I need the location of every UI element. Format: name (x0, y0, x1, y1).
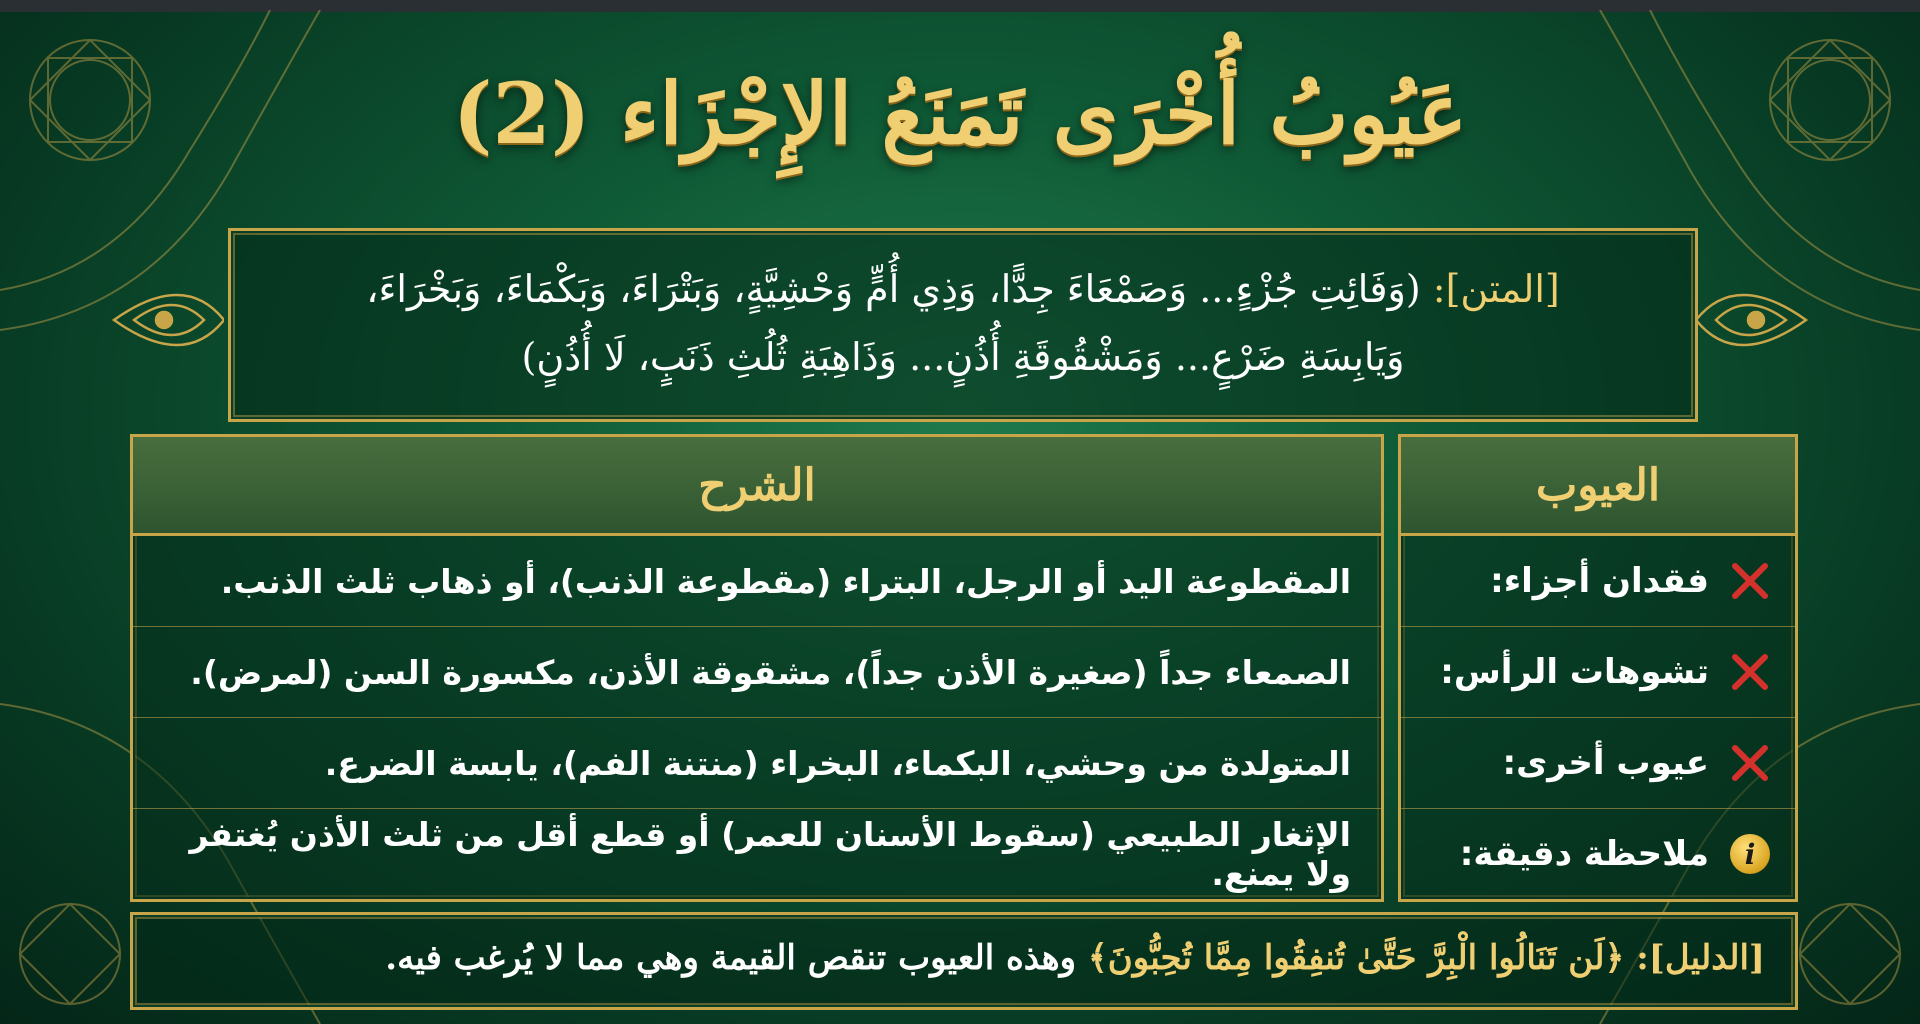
dalil-text (163, 937, 1765, 978)
matn-line-1-text: (وَفَائِتِ جُزْءٍ... وَصَمْعَاءَ جِدًّا، وَذِي أُمٍّ وَحْشِيَّةٍ، وَبَتْرَاءَ، وَبَكْمَاءَ، وَبَخْرَاءَ، (366, 267, 1421, 311)
sharh-row: الإثغار الطبيعي (سقوط الأسنان للعمر) أو قطع أقل من ثلث الأذن يُغتفر ولا يمنع. (189, 815, 1351, 893)
defect-row (1401, 536, 1795, 627)
side-ornament-right (1696, 250, 1816, 390)
defects-header: العيوب (1401, 437, 1795, 536)
side-ornament-left (104, 250, 224, 390)
defect-label: ملاحظة دقيقة: (1459, 834, 1709, 874)
dalil-label: [الدليل]: (1636, 938, 1765, 978)
sharh-column (130, 434, 1384, 902)
defects-column (1398, 434, 1798, 902)
sharh-rows (133, 536, 1381, 899)
dalil-verse: ﴿لَن تَنَالُوا الْبِرَّ حَتَّىٰ تُنفِقُوا مِمَّا تُحِبُّونَ﴾ (1087, 938, 1625, 978)
sharh-row: المقطوعة اليد أو الرجل، البتراء (مقطوعة الذنب)، أو ذهاب ثلث الذنب. (133, 536, 1381, 627)
dalil-rest: وهذه العيوب تنقص القيمة وهي مما لا يُرغب فيه. (385, 938, 1076, 978)
dalil-box (130, 912, 1798, 1010)
sharh-row: الصمعاء جداً (صغيرة الأذن جداً)، مشقوقة الأذن، مكسورة السن (لمرض). (133, 627, 1381, 718)
sharh-row: المتولدة من وحشي، البكماء، البخراء (منتنة الفم)، يابسة الضرع. (133, 718, 1381, 809)
defect-row (1401, 809, 1795, 899)
x-icon (1727, 649, 1773, 695)
matn-box (228, 228, 1698, 422)
page-title: عَيُوبُ أُخْرَى تَمَنَعُ الإِجْزَاء (2) (452, 64, 1468, 163)
matn-line-1 (271, 255, 1655, 323)
x-icon (1727, 740, 1773, 786)
defect-row (1401, 627, 1795, 718)
defect-label: عيوب أخرى: (1502, 743, 1709, 783)
defect-row (1401, 718, 1795, 809)
matn-text (271, 255, 1655, 391)
matn-label: [المتن]: (1432, 267, 1560, 311)
defects-rows (1401, 536, 1795, 899)
sharh-header: الشرح (133, 437, 1381, 536)
info-icon: i (1730, 834, 1770, 874)
defect-label: فقدان أجزاء: (1490, 561, 1709, 601)
defect-label: تشوهات الرأس: (1440, 652, 1709, 692)
matn-line-2: وَيَابِسَةِ ضَرْعٍ... وَمَشْقُوقَةِ أُذُنٍ... وَذَاهِبَةِ ثُلُثِ ذَنَبٍ، لَا أُذُنٍ) (521, 335, 1405, 379)
x-icon (1727, 558, 1773, 604)
